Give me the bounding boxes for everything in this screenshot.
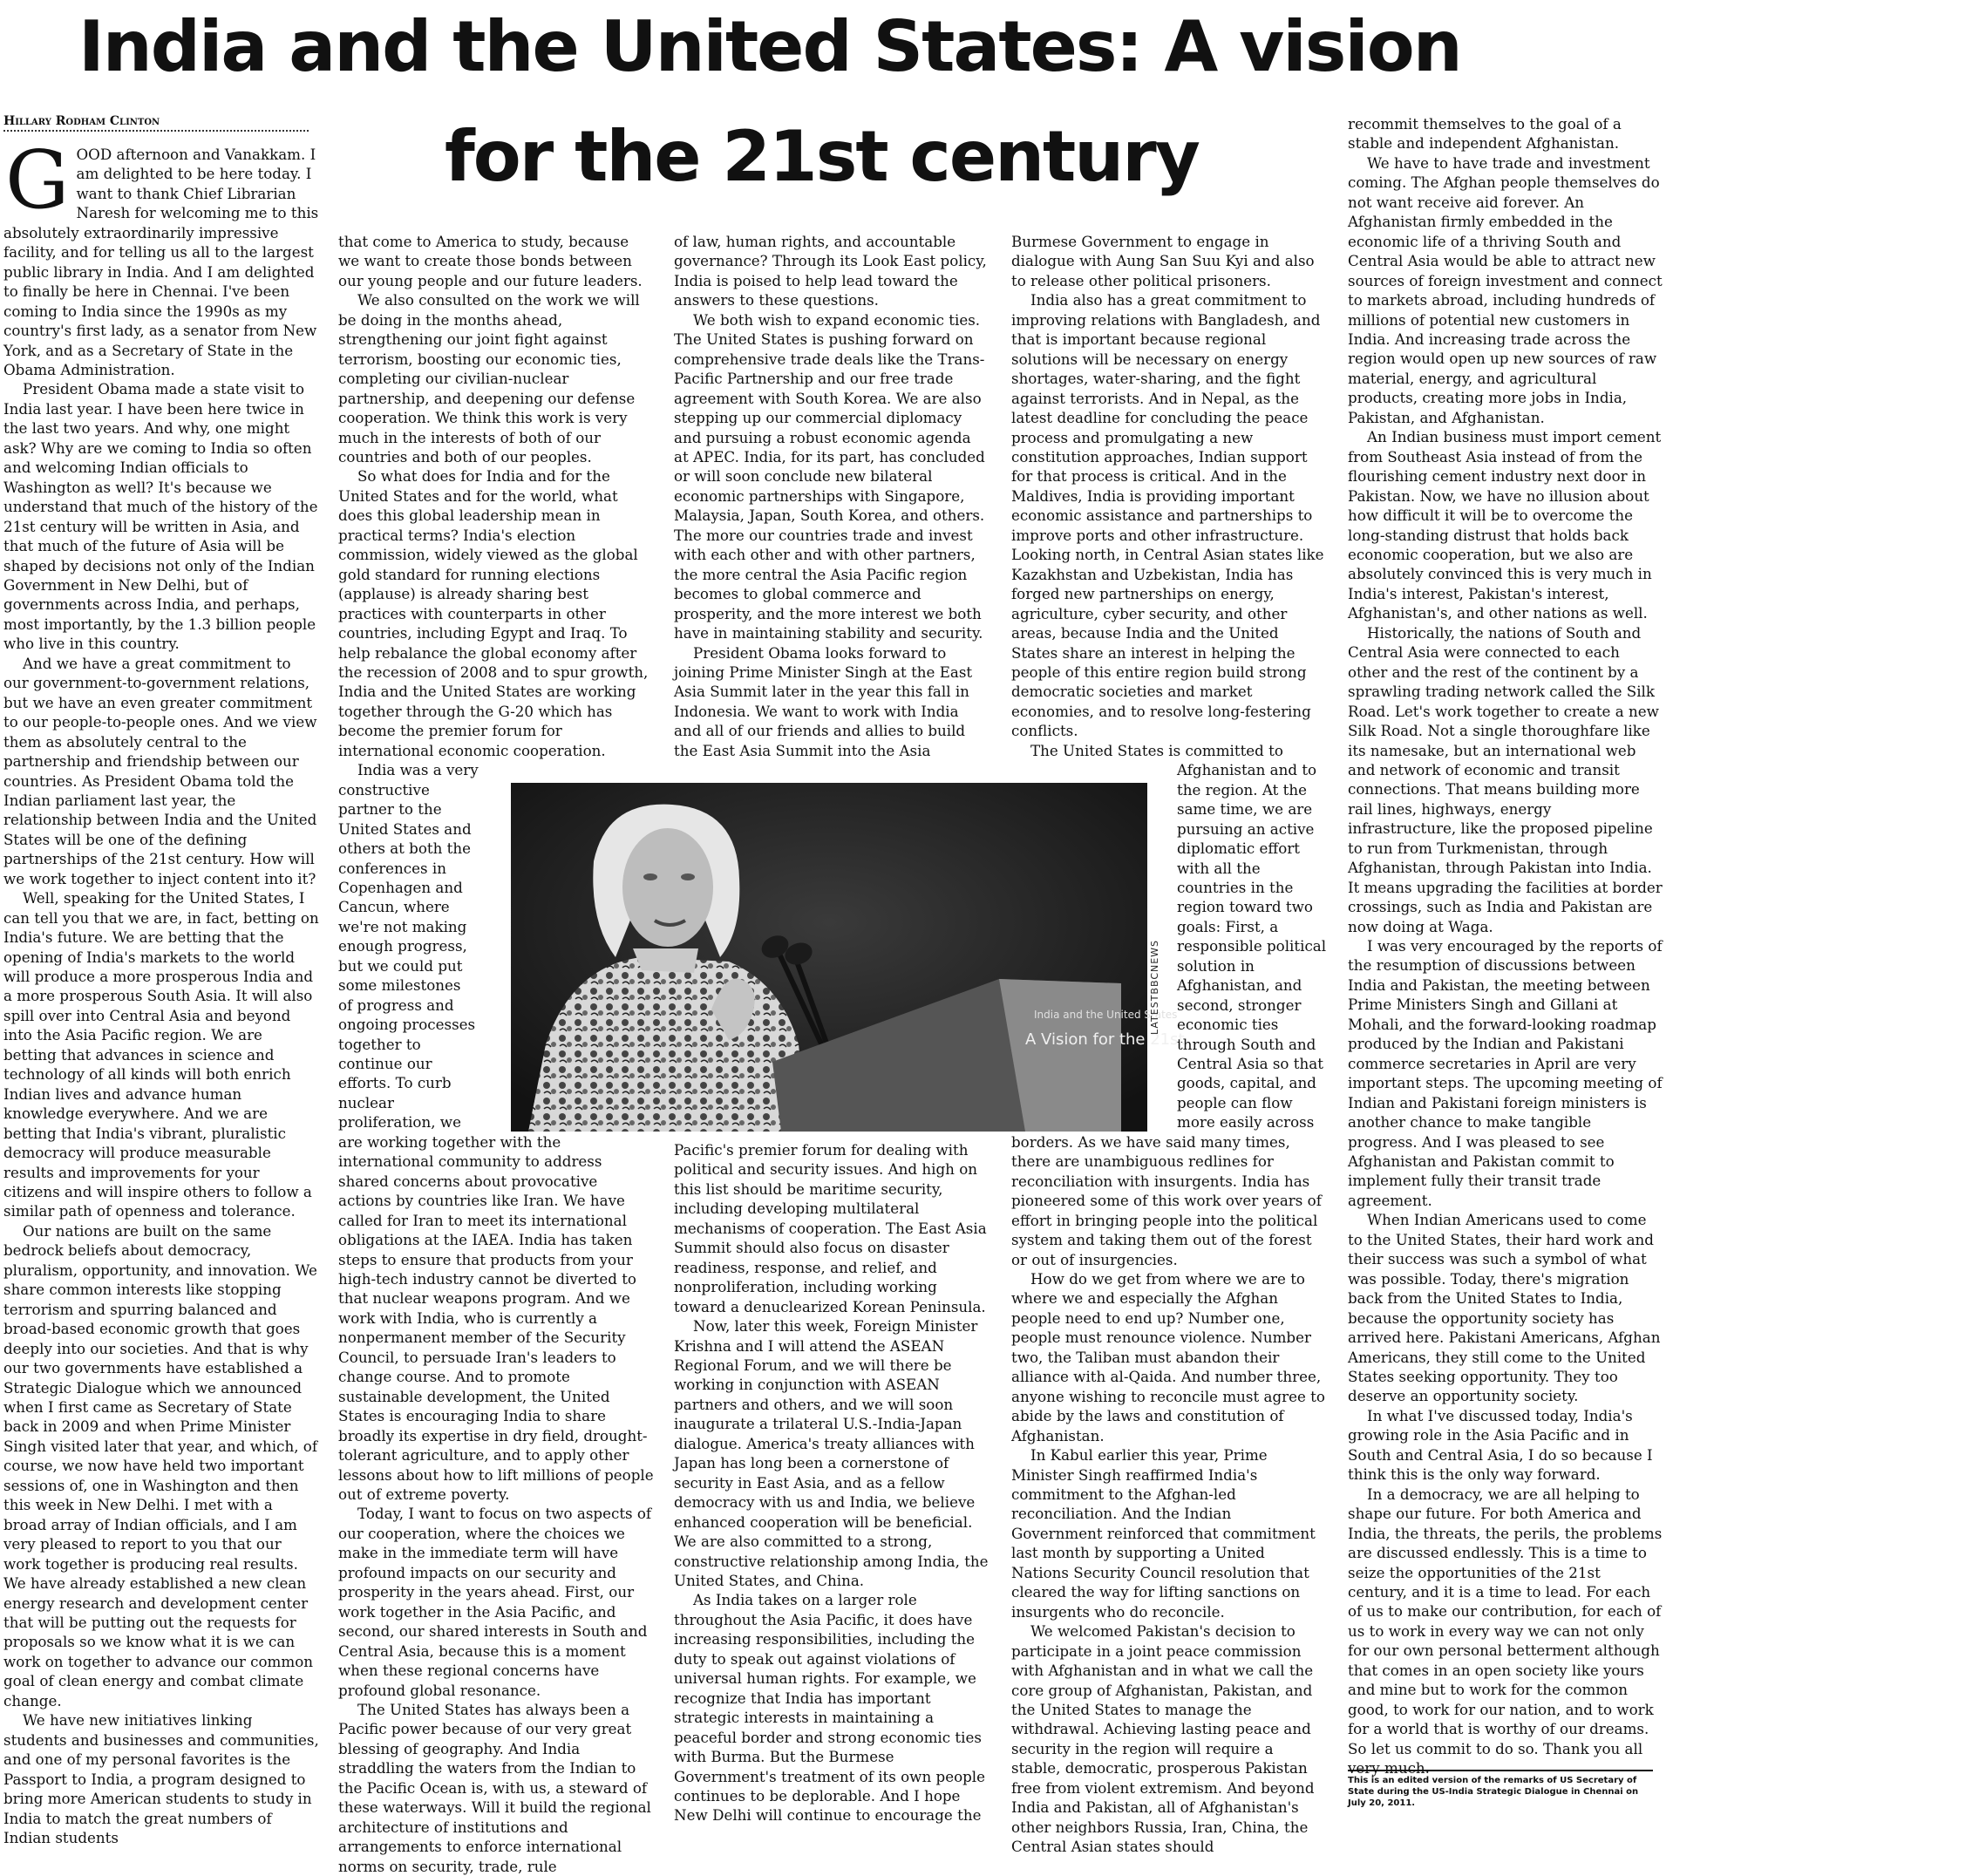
podium-text-1: India and the United States (1034, 1009, 1178, 1021)
paragraph: recommit themselves to the goal of a stable and independent Afghanistan. (1348, 115, 1622, 153)
paragraph: Historically, the nations of South and Central Asia were connected to each other and the rest of the continent by a sprawling trading network called the Silk Road. Let's work together to create a new Silk Road. Not a single thoroughfare like its namesake, but an international web and network of economic and transit connections. That means building more rail lines, highways, energy infrastructure, like the proposed pipeline to run from Turkmenistan, through Afghanistan, through Pakistan into India. It means upgrading the facilities at border crossings, such as India and Pakistan are now doing at Waga. (1348, 623, 1663, 935)
paragraph: President Obama looks forward to joining Prime Minister Singh at the East Asia Summit later in the year this fall in Indonesia. We want to work with India and all of our friends and allies to build the East Asia Summit into the Asia Pacific's premier forum for dealing with political and security issues. And high on this list should be maritime security, including developing multilateral mechanisms of cooperation. The East Asia Summit should also focus on disaster readiness, response, and relief, and nonproliferation, including working toward a denuclearized Korean Peninsula. (674, 643, 987, 1315)
column-1 (3, 133, 319, 1846)
paragraph: When Indian Americans used to come to the United States, their hard work and their success was such a symbol of what was possible. Today, there's migration back from the United States to India, because the opportunity society has arrived here. Pakistani Americans, Afghan Americans, they still come to the United States seeking opportunity. They too deserve an opportunity society. (1348, 1211, 1661, 1405)
paragraph: We both wish to expand economic ties. The United States is pushing forward on comprehensive trade deals like the Trans-Pacific Partnership and our free trade agreement with South Korea. We are also stepping up our commercial diplomacy and pursuing a robust economic agenda at APEC. India, for its part, has concluded or will soon conclude new bilateral economic partnerships with Singapore, Malaysia, Japan, South Korea, and others. The more our countries trade and invest with each other and with other partners, the more central the Asia Pacific region becomes to global commerce and prosperity, and the more interest we both have in maintaining stability and security. (674, 310, 985, 642)
paragraph: And we have a great commitment to our government-to-government relations, but we have an even greater commitment to our people-to-people ones. And we view them as absolutely central to the partnership and friendship between our countries. As President Obama told the Indian parliament last year, the relationship between India and the United States will be one of the defining partnerships of the 21st century. How will we work together to inject content into it? (3, 654, 317, 887)
headline-line-1: India and the United States: A vision (78, 6, 1461, 87)
podium-text-2: A Vision for the 21st (1025, 1030, 1185, 1049)
paragraph: So what does for India and for the United States and for the world, what does this global leadership mean in practical terms? India's election commission, widely viewed as the global gold standard for running elections (applause) is already sharing best practices with counterparts in other countries, including Egypt and Iraq. To help rebalance the global economy after the recession of 2008 and to spur growth, India and the United States are working together through the G-20 which has become the premier forum for international economic cooperation. (338, 467, 649, 759)
paragraph: Burmese Government to engage in dialogue with Aung San Suu Kyi and also to release other political prisoners. (1011, 233, 1315, 289)
paragraph: We have to have trade and investment coming. The Afghan people themselves do not want receive aid forever. An Afghanistan firmly embedded in the economic life of a thriving South and Central Asia would be able to attract new sources of foreign investment and connect to markets abroad, including hundreds of millions of potential new customers in India. And increasing trade across the region would open up new sources of raw material, energy, and agricultural products, creating more jobs in India, Pakistan, and Afghanistan. (1348, 153, 1663, 426)
dropcap: G (5, 133, 70, 227)
paragraph: We welcomed Pakistan's decision to participate in a joint peace commission with Afghanistan and in what we call the core group of Afghanistan, Pakistan, and the United States to manage the withdrawal. Achieving lasting peace and security in the region will require a stable, democratic, prosperous Pakistan free from violent extremism. And beyond India and Pakistan, all of Afghanistan's other neighbors Russia, Iran, China, the Central Asian states should (1011, 1622, 1315, 1856)
paragraph: The United States is committed to Afghanistan and to the region. At the same time, we are pursuing an active diplomatic effort with all the countries in the region toward two goals: First, a responsible political solution in Afghanistan, and second, stronger economic ties through South and Central Asia so that goods, capital, and people can flow more easily across borders. As we have said many times, there are unambiguous redlines for reconciliation with insurgents. India has pioneered some of this work over years of effort in bringing people into the political system and taking them out of the forest or out of insurgencies. (1011, 741, 1327, 1268)
byline: Hillary Rodham Clinton (3, 114, 309, 132)
paragraph: GOOD afternoon and Vanakkam. I am delighted to be here today. I want to thank Chief Librarian Naresh for welcoming me to this absolutely extraordinarily impressive facility, and for telling us all to the largest public library in India. And I am delighted to finally be here in Chennai. I've been coming to India since the 1990s as my country's first lady, as a senator from New York, and as a Secretary of State in the Obama Administration. (3, 133, 319, 378)
paragraph: Today, I want to focus on two aspects of our cooperation, where the choices we make in the immediate term will have profound impacts on our security and prosperity in the years ahead. First, our work together in the Asia Pacific, and second, our shared interests in South and Central Asia, because this is a moment when these regional concerns have profound global resonance. (338, 1505, 652, 1699)
paragraph: India also has a great commitment to improving relations with Bangladesh, and that is important because regional solutions will be necessary on energy shortages, water-sharing, and the fight against terrorists. And in Nepal, as the latest deadline for concluding the peace process and promulgating a new constitution approaches, Indian support for that process is critical. And in the Maldives, India is providing important economic assistance and partnerships to improve ports and other infrastructure. Looking north, in Central Asian states like Kazakhstan and Uzbekistan, India has forged new partnerships on energy, agriculture, cyber security, and other areas, because India and the United States share an interest in helping the people of this entire region build strong democratic societies and market economies, and to resolve long-festering conflicts. (1011, 291, 1324, 740)
editor-footnote: This is an edited version of the remarks of US Secretary of State during the US-India Strategic Dialogue in Chennai on July 20, 2011. (1348, 1770, 1653, 1809)
paragraph: Well, speaking for the United States, I can tell you that we are, in fact, betting on India's future. We are betting that the opening of India's markets to the world will produce a more prosperous India and a more prosperous South Asia. It will also spill over into Central Asia and beyond into the Asia Pacific region. We are betting that advances in science and technology of all kinds will both enrich Indian lives and advance human knowledge everywhere. And we are betting that India's vibrant, pluralistic democracy will produce measurable results and improvements for your citizens and will inspire others to follow a similar path of openness and tolerance. (3, 889, 319, 1220)
paragraph: We have new initiatives linking students and businesses and communities, and one of my personal favorites is the Passport to India, a program designed to bring more American students to study in India to match the great numbers of Indian students (3, 1711, 319, 1846)
headline-line-2: for the 21st century (445, 116, 1199, 197)
paragraph: An Indian business must import cement from Southeast Asia instead of from the flourishing cement industry next door in Pakistan. Now, we have no illusion about how difficult it will be to overcome the long-standing distrust that holds back economic cooperation, but we also are absolutely convinced this is very much in India's interest, Pakistan's interest, Afghanistan's, and other nations as well. (1348, 428, 1662, 622)
paragraph: As India takes on a larger role throughout the Asia Pacific, it does have increasing responsibilities, including the duty to speak out against violations of universal human rights. For example, we recognize that India has important strategic interests in maintaining a peaceful border and strong economic ties with Burma. But the Burmese Government's treatment of its own people continues to be deplorable. And I hope New Delhi will continue to encourage the (674, 1591, 986, 1825)
paragraph: The United States has always been a Pacific power because of our very great blessing of geography. And India straddling the waters from the Indian to the Pacific Ocean is, with us, a steward of these waterways. Will it build the regional architecture of institutions and arrangements to enforce international norms on security, trade, rule (338, 1700, 651, 1875)
paragraph: that come to America to study, because we want to create those bonds between our young people and our future leaders. (338, 233, 643, 289)
paragraph: President Obama made a state visit to India last year. I have been here twice in the last two years. And why, one might ask? Why are we coming to India so often and welcoming Indian officials to Washington as well? It's because we understand that much of the history of the 21st century will be written in Asia, and that much of the future of Asia will be shaped by decisions not only of the Indian Government in New Delhi, but of governments across India, and perhaps, most importantly, by the 1.3 billion people who live in this country. (3, 380, 318, 653)
paragraph: In what I've discussed today, India's growing role in the Asia Pacific and in South and Central Asia, I do so because I think this is the only way forward. (1348, 1406, 1653, 1484)
paragraph: In a democracy, we are all helping to shape our future. For both America and India, the threats, the perils, the problems are discussed endlessly. This is a time to seize the opportunities of the 21st century, and it is a time to lead. For each of us to make our contribution, for each of us to work in every way we can not only for our own personal betterment although that comes in an open society like yours and mine but to work for the common good, to work for our nation, and to work for a world that is worthy of our dreams. So let us commit to do so. Thank you all very much. (1348, 1485, 1663, 1777)
paragraph: of law, human rights, and accountable governance? Through its Look East policy, India is poised to help lead toward the answers to these questions. (674, 233, 987, 309)
paragraph: I was very encouraged by the reports of the resumption of discussions between India and Pakistan, the meeting between Prime Ministers Singh and Gillani at Mohali, and the forward-looking roadmap produced by the Indian and Pakistani commerce secretaries in April are very important steps. The upcoming meeting of Indian and Pakistani foreign ministers is another chance to make tangible progress. And I was pleased to see Afghanistan and Pakistan commit to implement fully their transit trade agreement. (1348, 937, 1663, 1209)
paragraph: We also consulted on the work we will be doing in the months ahead, strengthening our joint fight against terrorism, boosting our economic ties, completing our civilian-nuclear partnership, and deepening our defense cooperation. We think this work is very much in the interests of both of our countries and both of our peoples. (338, 291, 640, 466)
column-5 (1348, 114, 1663, 1777)
paragraph: How do we get from where we are to where we and especially the Afghan people need to end up? Number one, people must renounce violence. Number two, the Taliban must abandon their alliance with al-Qaida. And number three, anyone wishing to reconcile must agree to abide by the laws and constitution of Afghanistan. (1011, 1270, 1325, 1444)
paragraph: India was a very constructive partner to the United States and others at both the conferences in Copenhagen and Cancun, where we're not making enough progress, but we could put some milestones of progress and ongoing processes together to continue our efforts. To curb nuclear proliferation, we are working together with the international community to address shared concerns about provocative actions by countries like Iran. We have called for Iran to meet its international obligations at the IAEA. India has taken steps to ensure that products from your high-tech industry cannot be diverted to that nuclear weapons program. And we work with India, who is currently a nonpermanent member of the Security Council, to persuade Iran's leaders to change course. And to promote sustainable development, the United States is encouraging India to share broadly its expertise in dry field, drought-tolerant agriculture, and to apply other lessons about how to lift millions of people out of extreme poverty. (338, 761, 654, 1503)
paragraph: Now, later this week, Foreign Minister Krishna and I will attend the ASEAN Regional Forum, and we will there be working in conjunction with ASEAN partners and others, and we will soon inaugurate a trilateral U.S.-India-Japan dialogue. America's treaty alliances with Japan has long been a cornerstone of security in East Asia, and as a fellow democracy with us and India, we believe enhanced cooperation will be beneficial. We are also committed to a strong, constructive relationship among India, the United States, and China. (674, 1317, 989, 1589)
paragraph: In Kabul earlier this year, Prime Minister Singh reaffirmed India's commitment to the Afghan-led reconciliation. And the Indian Government reinforced that commitment last month by supporting a United Nations Security Council resolution that cleared the way for lifting sanctions on insurgents who do reconcile. (1011, 1446, 1316, 1621)
paragraph: Our nations are built on the same bedrock beliefs about democracy, pluralism, opportunity, and innovation. We share common interests like stopping terrorism and spurring balanced and broad-based economic growth that goes deeply into our societies. And that is why our two governments have established a Strategic Dialogue which we announced when I first came as Secretary of State back in 2009 and when Prime Minister Singh visited later that year, and which, of course, we now have held two important sessions of, one in Washington and then this week in New Delhi. I met with a broad array of Indian officials, and I am very pleased to report to you that our work together is producing real results. We have already established a new clean energy research and development center that will be putting out the requests for proposals so we know what it is we can work on together to advance our common goal of clean energy and combat climate change. (3, 1221, 318, 1709)
photo-credit: LATESTBBCNEWS (1149, 939, 1160, 1035)
